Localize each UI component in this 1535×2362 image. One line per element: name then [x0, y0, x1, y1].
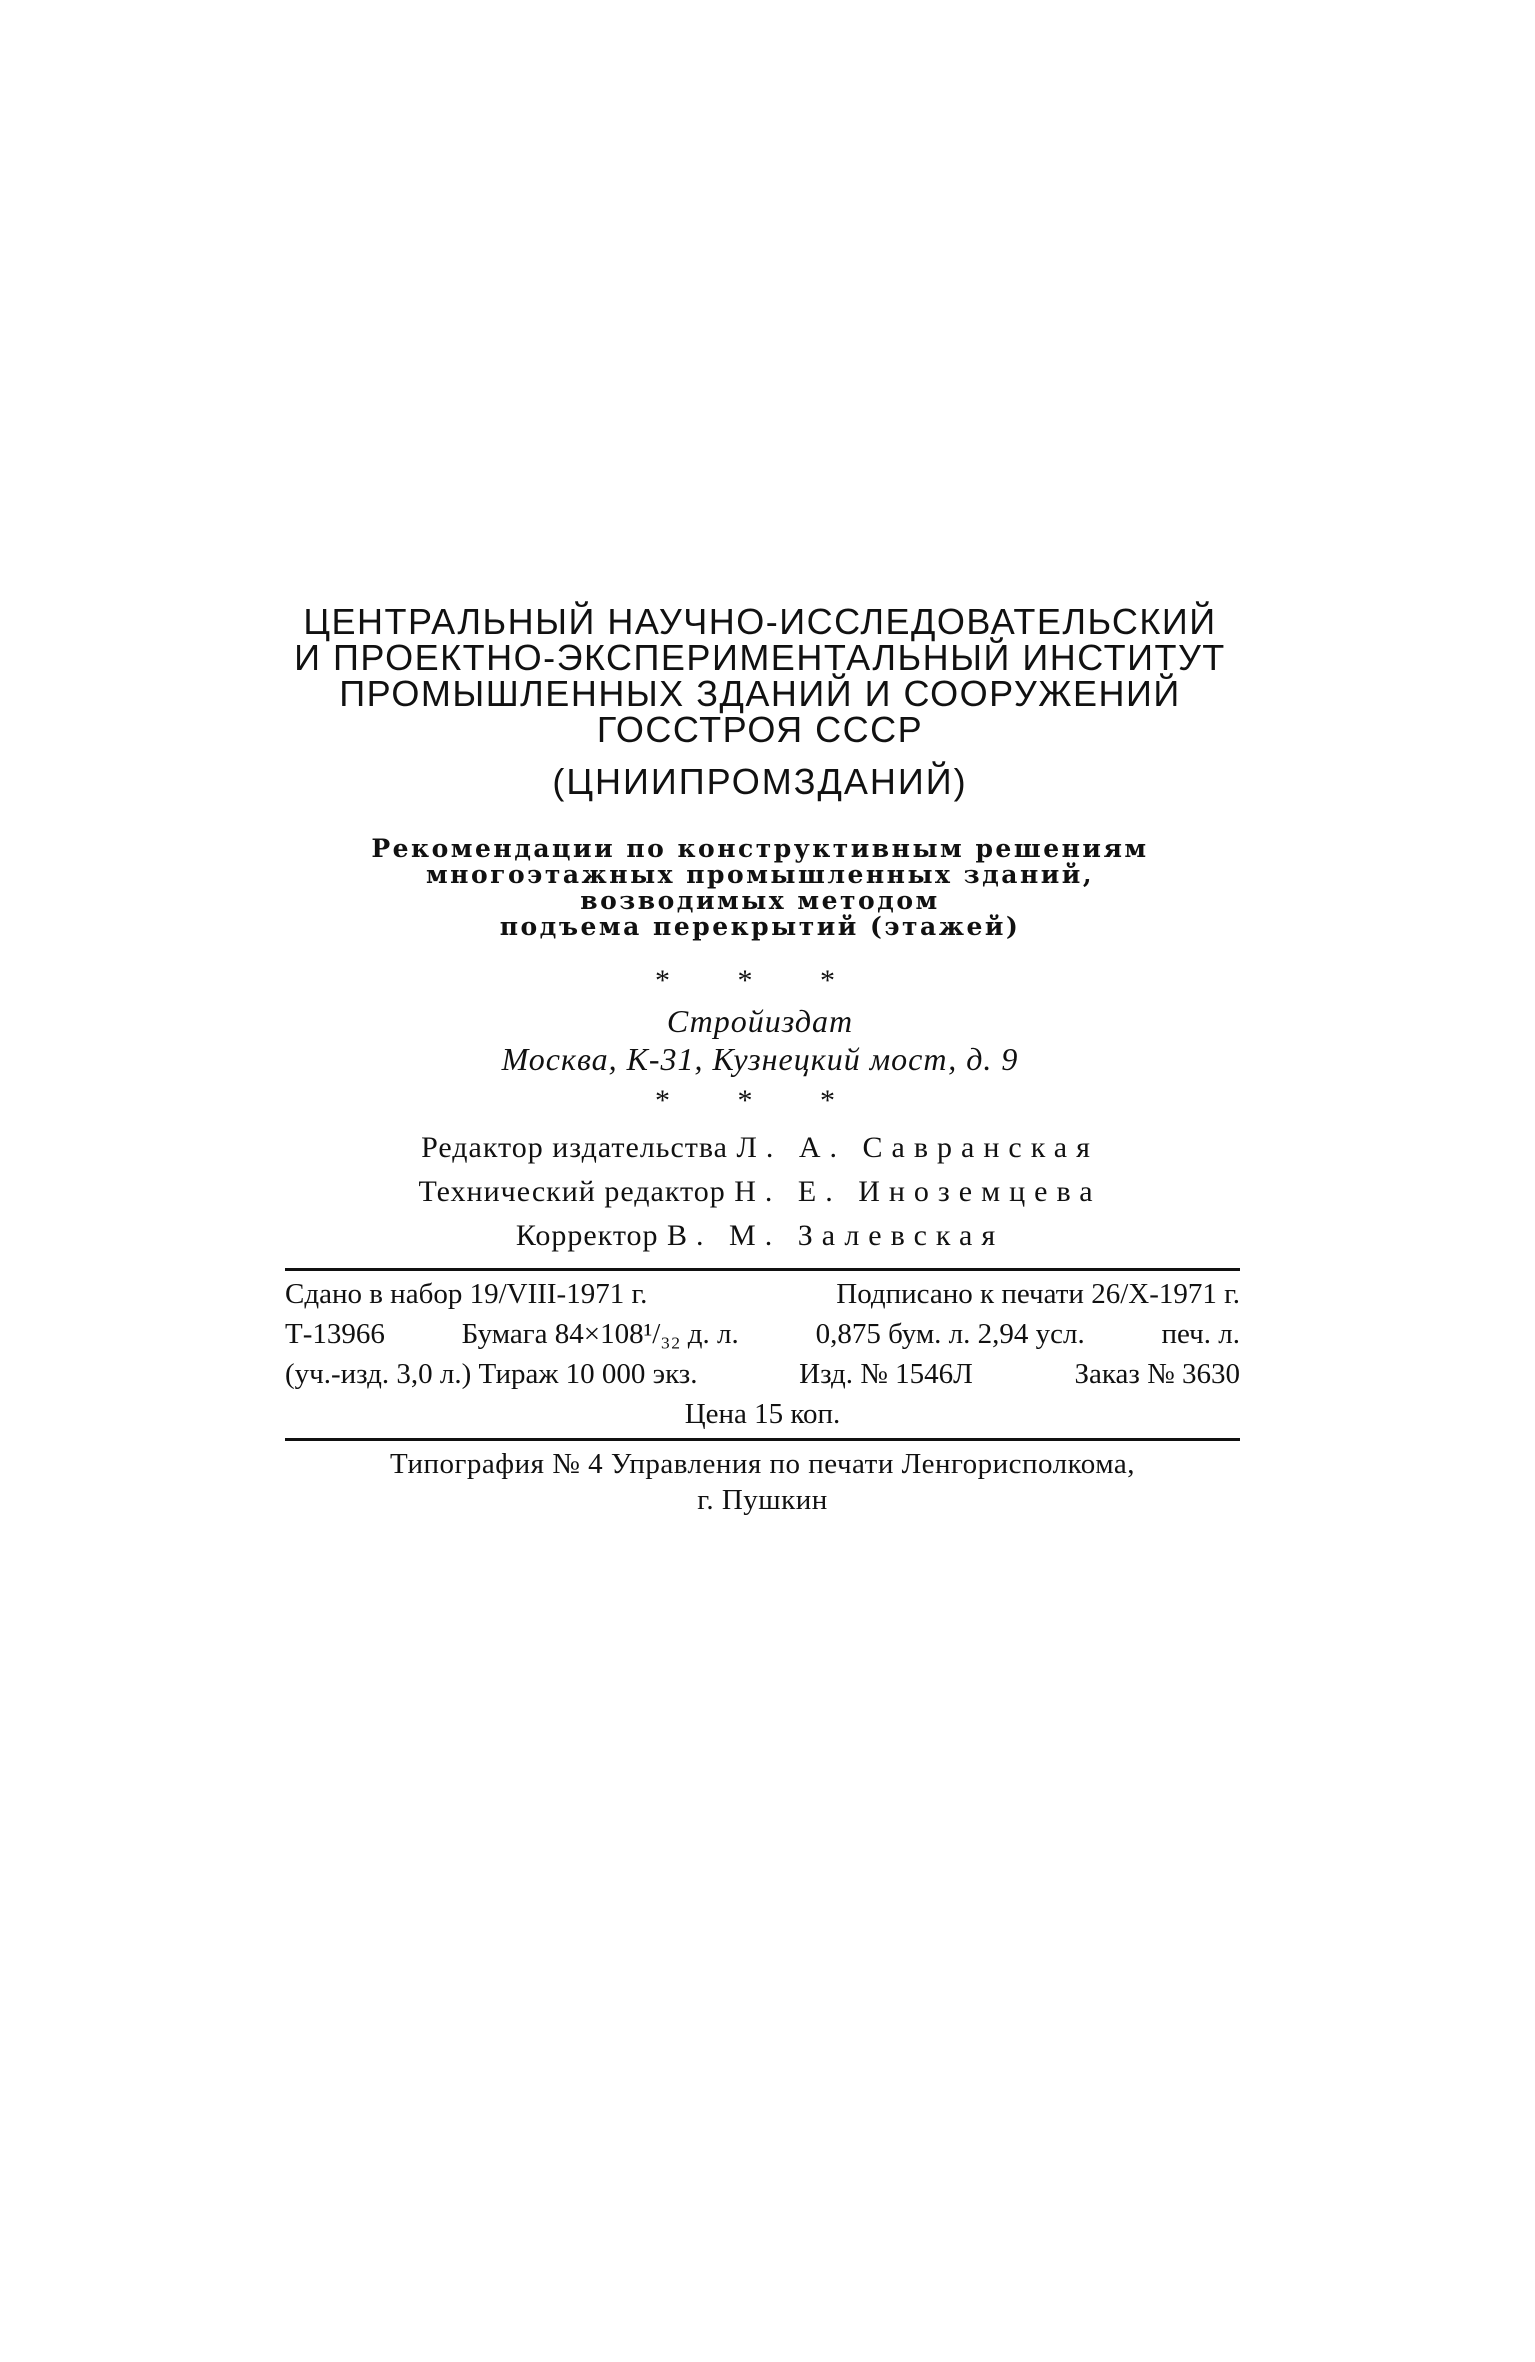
imprint-row — [285, 1394, 1240, 1434]
printer-block — [285, 1446, 1240, 1518]
printer-line: Типография № 4 Управления по печати Ленгорисполкома, — [390, 1448, 1135, 1480]
separator-stars-bottom — [280, 1086, 1240, 1116]
staff-block — [280, 1126, 1240, 1258]
imprint-edition-number: Изд. № 1546Л — [799, 1358, 973, 1390]
institute-header — [280, 601, 1240, 802]
separator: * * * — [655, 964, 865, 997]
imprint-row — [285, 1354, 1240, 1394]
staff-role: Технический редактор — [418, 1175, 726, 1208]
imprint-paper: Бумага 84×108¹/₃₂ д. л. — [461, 1318, 739, 1350]
publisher-address: Москва, К-31, Кузнецкий мост, д. 9 — [501, 1041, 1019, 1077]
staff-person: Н. Е. Иноземцева — [734, 1175, 1102, 1208]
title-line: многоэтажных промышленных зданий, — [425, 860, 1095, 889]
rule-bottom — [285, 1438, 1240, 1441]
imprint-code: Т-13966 — [285, 1318, 385, 1350]
imprint-order-number: Заказ № 3630 — [1074, 1358, 1240, 1390]
imprint-price: Цена 15 коп. — [684, 1398, 841, 1430]
separator: * * * — [655, 1084, 865, 1117]
imprint-sheets-unit: печ. л. — [1161, 1318, 1240, 1350]
staff-editor — [280, 1126, 1240, 1170]
staff-tech-editor — [280, 1170, 1240, 1214]
printer-city: г. Пушкин — [697, 1484, 828, 1516]
publisher-block — [280, 1002, 1240, 1078]
book-title — [280, 836, 1240, 940]
institute-line: ПРОМЫШЛЕННЫХ ЗДАНИЙ И СООРУЖЕНИЙ — [339, 673, 1181, 714]
staff-role: Корректор — [515, 1219, 659, 1252]
institute-line: И ПРОЕКТНО-ЭКСПЕРИМЕНТАЛЬНЫЙ ИНСТИТУТ — [294, 637, 1226, 678]
institute-line: ЦЕНТРАЛЬНЫЙ НАУЧНО-ИССЛЕДОВАТЕЛЬСКИЙ — [303, 601, 1217, 642]
imprint-typeset-date: Сдано в набор 19/VIII-1971 г. — [285, 1278, 648, 1310]
publisher-name: Стройиздат — [666, 1003, 854, 1039]
separator-stars-top — [280, 966, 1240, 996]
institute-line: ГОССТРОЯ СССР — [596, 709, 924, 750]
title-line: подъема перекрытий (этажей) — [499, 912, 1021, 941]
staff-corrector — [280, 1214, 1240, 1258]
imprint-print-run: (уч.-изд. 3,0 л.) Тираж 10 000 экз. — [285, 1358, 698, 1390]
imprint-row — [285, 1274, 1240, 1314]
imprint-block — [285, 1274, 1240, 1434]
imprint-row — [285, 1314, 1240, 1354]
institute-abbreviation: (ЦНИИПРОМЗДАНИЙ) — [552, 761, 968, 802]
title-line: возводимых методом — [580, 886, 940, 915]
imprint-sheets: 0,875 бум. л. 2,94 усл. — [815, 1318, 1085, 1350]
staff-person: Л. А. Савранская — [736, 1131, 1099, 1164]
imprint-signed-date: Подписано к печати 26/X-1971 г. — [836, 1278, 1240, 1310]
title-line: Рекомендации по конструктивным решениям — [371, 834, 1149, 863]
staff-role: Редактор издательства — [421, 1131, 728, 1164]
staff-person: В. М. Залевская — [667, 1219, 1005, 1252]
rule-top — [285, 1268, 1240, 1271]
